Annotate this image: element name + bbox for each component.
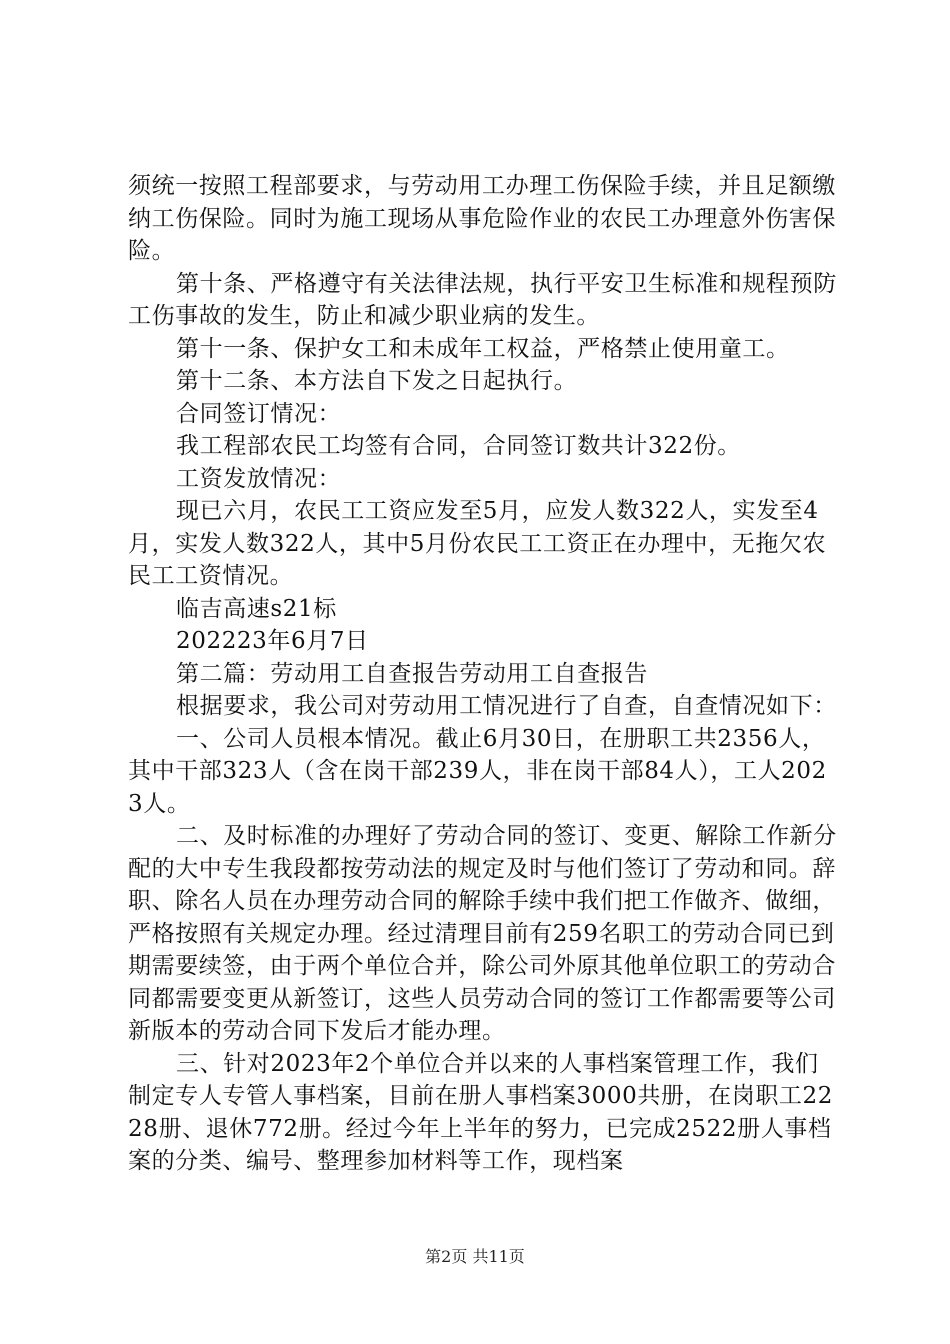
paragraph: 第十二条、本方法自下发之日起执行。 xyxy=(176,368,578,394)
page-footer: 第2页 共11页 xyxy=(425,1247,525,1266)
paragraph: 二、及时标准的办理好了劳动合同的签订、变更、解除工作新分配的大中专生我段都按劳动法的规定及时与他们签订了劳动和同。辞职、除名人员在办理劳动合同的解除手续中我们把工作做齐、做细，严格按照有关规定办理。经过清理目前有259名职工的劳动合同已到期需要续签，由于两个单位合并，除公司外原其他单位职工的劳动合同都需要变更从新签订，这些人员劳动合同的签订工作都需要等公司新版本的劳动合同下发后才能办理。 xyxy=(128,823,837,1044)
paragraph: 工资发放情况： xyxy=(176,465,342,492)
document-body xyxy=(128,170,838,1178)
paragraph: 须统一按照工程部要求，与劳动用工办理工伤保险手续，并且足额缴纳工伤保险。同时为施工现场从事危险作业的农民工办理意外伤害保险。 xyxy=(128,173,836,264)
paragraph: 我工程部农民工均签有合同，合同签订数共计322份。 xyxy=(176,433,741,459)
paragraph: 合同签订情况： xyxy=(176,400,342,427)
paragraph: 第十条、严格遵守有关法律法规，执行平安卫生标准和规程预防工伤事故的发生，防止和减少职业病的发生。 xyxy=(128,270,837,329)
paragraph: 202223年6月7日 xyxy=(176,628,369,654)
paragraph: 根据要求，我公司对劳动用工情况进行了自查，自查情况如下： xyxy=(176,693,837,719)
paragraph: 现已六月，农民工工资应发至5月，应发人数322人，实发至4月，实发人数322人，其中5月份农民工工资正在办理中，无拖欠农民工工资情况。 xyxy=(128,498,827,589)
paragraph: 一、公司人员根本情况。截止6月30日，在册职工共2356人，其中干部323人（含在岗干部239人，非在岗干部84人），工人2023人。 xyxy=(128,725,827,817)
paragraph: 第十一条、保护女工和未成年工权益，严格禁止使用童工。 xyxy=(176,335,790,362)
paragraph: 临吉高速s21标 xyxy=(176,595,337,622)
paragraph: 三、针对2023年2个单位合并以来的人事档案管理工作，我们制定专人专管人事档案，目前在册人事档案3000共册，在岗职工2228册、退休772册。经过今年上半年的努力，已完成2522册人事档案的分类、编号、整理参加材料等工作，现档案 xyxy=(128,1050,833,1174)
paragraph: 第二篇：劳动用工自查报告劳动用工自查报告 xyxy=(176,660,648,687)
